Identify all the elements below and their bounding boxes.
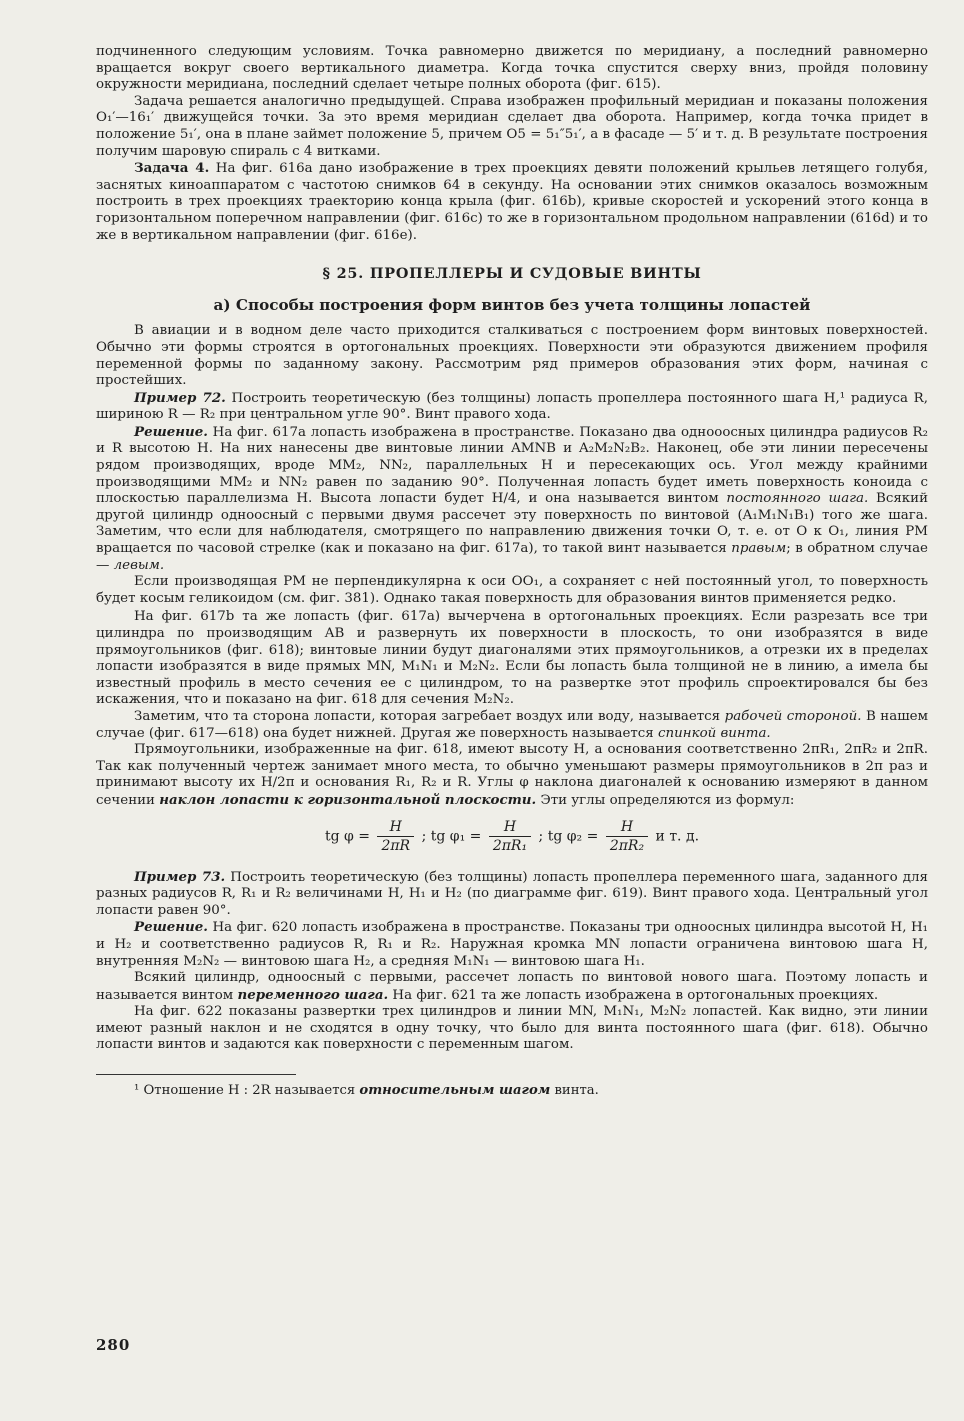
footnote-divider xyxy=(96,1074,296,1075)
formula xyxy=(96,818,928,855)
paragraph-text: Построить теоретическую (без толщины) лопасть пропеллера переменного шага, заданного для разных радиусов R, R₁ и R₂ величинами H, H₁ и H₂ (по диаграмме фиг. 619). Винт правого хода. Центральный угол лопасти равен 90°. xyxy=(96,869,928,918)
fraction xyxy=(377,818,414,855)
term: правым xyxy=(731,541,787,557)
solution-label: Решение. xyxy=(134,919,208,936)
paragraph xyxy=(96,424,928,574)
term: левым. xyxy=(113,557,165,573)
footnote-text: винта. xyxy=(550,1083,599,1099)
footnote-text: ¹ Отношение H : 2R называется xyxy=(134,1083,360,1099)
formula-text: ; tg φ₂ = xyxy=(538,828,599,845)
formula-text: tg φ = xyxy=(324,828,370,845)
paragraph-text: Прямоугольники, изображенные на фиг. 618, имеют высоту H, а основания соответственно 2πR₁, 2πR₂ и 2πR. Так как полученный чертеж занимает много места, то обычно уменьшают размеры прямоугольников в 2π раз и принимают высоту их H/2π и основания R₁, R₂ и R. Углы φ наклона диагоналей к основанию измеряют в данном сечении xyxy=(96,742,928,808)
paragraph-text: Построить теоретическую (без толщины) лопасть пропеллера постоянного шага H,¹ радиуса R, шириною R — R₂ при центральном угле 90°. Винт правого хода. xyxy=(96,390,928,423)
paragraph-text: ; в обратном случае — xyxy=(96,541,928,573)
example-label: Пример 73. xyxy=(134,868,226,885)
paragraph: Если производящая PM не перпендикулярна к оси OO₁, а сохраняет с ней постоянный угол, то поверхность будет косым геликоидом (см. фиг. 381). Однако такая поверхность для образования винтов применяется редко. xyxy=(96,574,928,606)
paragraph-text: Всякий цилиндр, одноосный с первыми, рассечет лопасть по винтовой нового шага. Поэтому лопасть и называется винтом xyxy=(96,970,928,1003)
fraction-denominator: 2πR₁ xyxy=(492,837,528,854)
fraction-numerator: H xyxy=(489,818,531,837)
example-label: Пример 72. xyxy=(134,389,226,406)
paragraph xyxy=(96,869,928,920)
paragraph: На фиг. 622 показаны развертки трех цилиндров и линии MN, M₁N₁, M₂N₂ лопастей. Как видно, эти линии имеют разный наклон и не сходятся в одну точку, что было для винта постоянного шага (фиг. 618). Обычно лопасти винтов и задаются как поверхности с переменным шагом. xyxy=(96,1004,928,1053)
paragraph xyxy=(96,709,928,742)
fraction-denominator: 2πR₂ xyxy=(609,837,645,854)
paragraph xyxy=(96,970,928,1004)
paragraph xyxy=(96,390,928,424)
formula-text: ; tg φ₁ = xyxy=(421,828,482,845)
solution-label: Решение. xyxy=(134,423,208,440)
paragraph-text: В нашем случае (фиг. 617—618) она будет нижней. Другая же поверхность называется xyxy=(96,708,928,741)
paragraph xyxy=(96,919,928,970)
subsection-heading: а) Способы построения форм винтов без учета толщины лопастей xyxy=(213,295,811,314)
paragraph: подчиненного следующим условиям. Точка равномерно движется по меридиану, а последний равномерно вращается вокруг своего вертикального диаметра. Когда точка спустится сверху вниз, пройдя половину окружности меридиана, последний сделает четыре полных оборота (фиг. 615). xyxy=(96,44,928,93)
term: наклон лопасти к горизонтальной плоскости. xyxy=(159,791,537,808)
term: спинкой винта. xyxy=(658,725,771,741)
paragraph xyxy=(96,160,928,244)
paragraph-text: На фиг. 621 та же лопасть изображена в ортогональных проекциях. xyxy=(388,987,879,1003)
term: относительным шагом xyxy=(359,1083,551,1099)
paragraph-text: На фиг. 620 лопасть изображена в пространстве. Показаны три одноосных цилиндра высотой H, H₁ и H₂ и соответственно радиусов R, R₁ и R₂. Наружная кромка MN лопасти ограничена винтовою шага H, внутренняя M₂N₂ — винтовою шага H₂, а средняя M₁N₁ — винтовою шага H₁. xyxy=(96,920,928,969)
fraction-numerator: H xyxy=(606,818,648,837)
term: рабочей стороной. xyxy=(724,708,862,724)
paragraph-text: Всякий другой цилиндр одноосный с первыми двумя рассечет эту поверхность по винтовой (A₁M₁N₁B₁) того же шага. Заметим, что если для наблюдателя, смотрящего по направлению движения точки O, т. е. от O к O₁, линия PM вращается по часовой стрелке (как и показано на фиг. 617a), то такой винт называется xyxy=(96,491,928,557)
task-label: Задача 4. xyxy=(134,160,210,177)
paragraph: В авиации и в водном деле часто приходится сталкиваться с построением форм винтовых поверхностей. Обычно эти формы строятся в ортогональных проекциях. Поверхности эти образуются движением профиля переменной формы по заданному закону. Рассмотрим ряд примеров образования этих форм, начиная с простейших. xyxy=(96,323,928,389)
fraction xyxy=(489,818,531,855)
paragraph xyxy=(96,742,928,809)
fraction xyxy=(606,818,648,855)
main-text xyxy=(96,44,928,1100)
paragraph-text: Эти углы определяются из формул: xyxy=(536,792,795,808)
paragraph-text: Заметим, что та сторона лопасти, которая загребает воздух или воду, называется xyxy=(134,708,725,724)
paragraph-text: На фиг. 616a дано изображение в трех проекциях девяти положений крыльев летящего голубя, заснятых киноаппаратом с частотою снимков 64 в секунду. На основании этих снимков оказалось возможным построить в трех проекциях траекторию конца крыла (фиг. 616b), кривые скоростей и ускорений этого конца в горизонтальном поперечном направлении (фиг. 616c) то же в горизонтальном продольном направлении (616d) и то же в вертикальном направлении (фиг. 616e). xyxy=(96,161,928,243)
term: переменного шага. xyxy=(237,986,389,1003)
page-number: 280 xyxy=(96,1336,131,1354)
term: постоянного шага. xyxy=(726,491,869,507)
fraction-numerator: H xyxy=(377,818,414,837)
paragraph: Задача решается аналогично предыдущей. Справа изображен профильный меридиан и показаны положения O₁′—16₁′ движущейся точки. За это время меридиан сделает два оборота. Например, когда точка придет в положение 5₁′, она в плане займет положение 5, причем O5 = 5₁″5₁′, а в фасаде — 5′ и т. д. В результате построения получим шаровую спираль с 4 витками. xyxy=(96,93,928,159)
section-heading: § 25. ПРОПЕЛЛЕРЫ И СУДОВЫЕ ВИНТЫ xyxy=(322,265,702,283)
formula-text: и т. д. xyxy=(655,828,700,845)
fraction-denominator: 2πR xyxy=(381,837,411,854)
paragraph: На фиг. 617b та же лопасть (фиг. 617a) вычерчена в ортогональных проекциях. Если разрезать все три цилиндра по производящим AB и развернуть их поверхности в плоскость, то они изобразятся в виде прямоугольников (фиг. 618); винтовые линии будут диагоналями этих прямоугольников, а отрезки их в пределах лопасти изобразятся в виде прямых MN, M₁N₁ и M₂N₂. Если бы лопасть была толщиной не в линию, а имела бы известный профиль в место сечения ее с цилиндром, то на развертке этот профиль спроектировался бы без искажения, что и показано на фиг. 618 для сечения M₂N₂. xyxy=(96,609,928,708)
footnote xyxy=(96,1083,928,1100)
paragraph-text: На фиг. 617a лопасть изображена в пространстве. Показано два однооосных цилиндра радиусов R₂ и R высотою H. На них нанесены две винтовые линии AMNB и A₂M₂N₂B₂. Наконец, обе эти линии пересечены рядом производящих, вроде MM₂, NN₂, параллельных H и пересекающих ось. Угол между крайними производящими MM₂ и NN₂ равен по заданию 90°. Полученная лопасть будет иметь поверхность коноида с плоскостью параллелизма H. Высота лопасти будет H/4, и она называется винтом xyxy=(96,424,928,507)
